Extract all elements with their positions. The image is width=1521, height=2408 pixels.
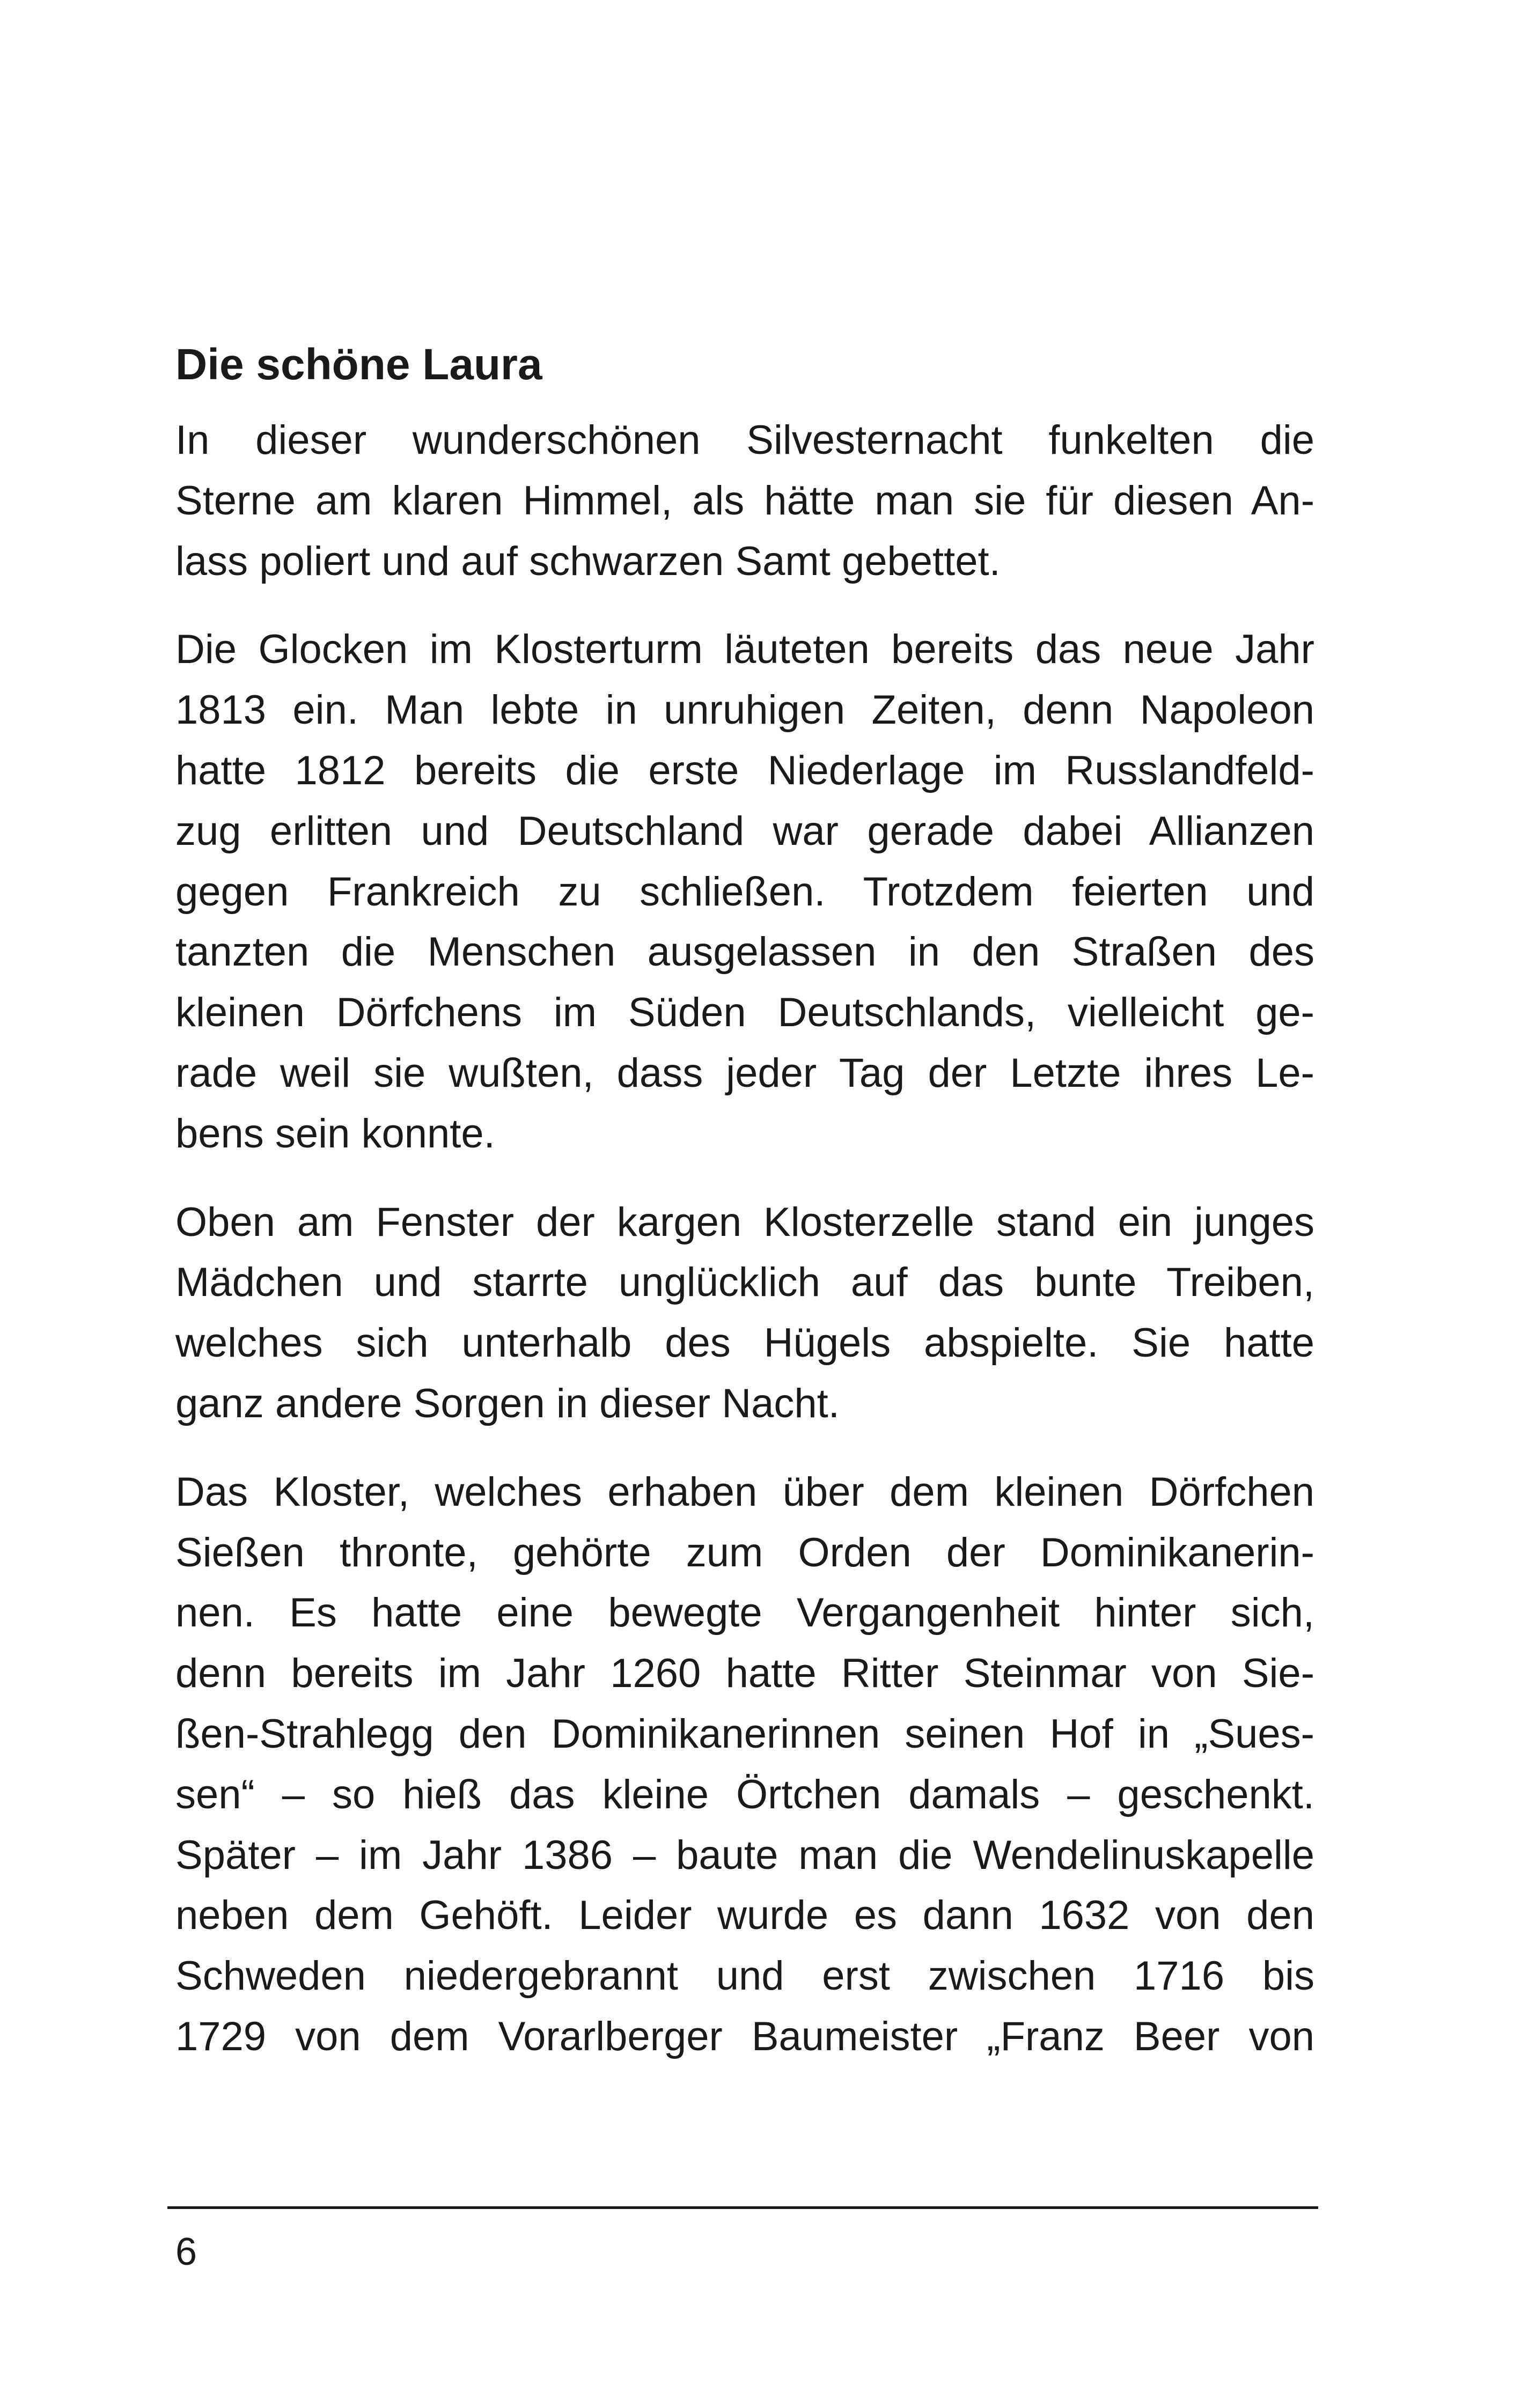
text-line: Das Kloster, welches erhaben über dem kleinen Dörfchen xyxy=(175,1469,1314,1515)
chapter-title: Die schöne Laura xyxy=(175,340,542,389)
text-line: lass poliert und auf schwarzen Samt gebettet. xyxy=(175,538,1001,584)
text-line: Oben am Fenster der kargen Klosterzelle stand ein junges xyxy=(175,1199,1314,1245)
page-number: 6 xyxy=(175,2230,197,2273)
text-line: rade weil sie wußten, dass jeder Tag der Letzte ihres Le- xyxy=(175,1050,1314,1096)
text-line: ßen-Strahlegg den Dominikanerinnen seinen Hof in „Sues- xyxy=(175,1711,1314,1757)
paragraph xyxy=(175,620,1314,1164)
paragraph xyxy=(175,410,1314,592)
text-line: Sießen thronte, gehörte zum Orden der Dominikanerin- xyxy=(175,1529,1314,1575)
text-line: Mädchen und starrte unglücklich auf das bunte Treiben, xyxy=(175,1260,1314,1306)
text-line: 1729 von dem Vorarlberger Baumeister „Franz Beer von xyxy=(175,2013,1314,2059)
text-line: tanzten die Menschen ausgelassen in den Straßen des xyxy=(175,929,1314,975)
text-line: Die Glocken im Klosterturm läuteten bereits das neue Jahr xyxy=(175,627,1314,673)
paragraph xyxy=(175,1462,1314,2067)
text-line: gegen Frankreich zu schließen. Trotzdem feierten und xyxy=(175,868,1314,915)
text-line: ganz andere Sorgen in dieser Nacht. xyxy=(175,1380,840,1426)
text-line: Schweden niedergebrannt und erst zwischen 1716 bis xyxy=(175,1953,1314,1999)
text-line: 1813 ein. Man lebte in unruhigen Zeiten, denn Napoleon xyxy=(175,687,1314,733)
text-line: nen. Es hatte eine bewegte Vergangenheit hinter sich, xyxy=(175,1590,1314,1636)
text-line: kleinen Dörfchens im Süden Deutschlands, vielleicht ge- xyxy=(175,990,1314,1036)
paragraph xyxy=(175,1192,1314,1434)
text-line: Sterne am klaren Himmel, als hätte man sie für diesen An- xyxy=(175,477,1314,524)
text-line: neben dem Gehöft. Leider wurde es dann 1632 von den xyxy=(175,1892,1314,1939)
page-body xyxy=(175,335,1314,2095)
text-line: welches sich unterhalb des Hügels abspielte. Sie hatte xyxy=(175,1320,1314,1366)
text-line: denn bereits im Jahr 1260 hatte Ritter Steinmar von Sie- xyxy=(175,1651,1314,1697)
footer-divider xyxy=(167,2206,1318,2209)
text-line: bens sein konnte. xyxy=(175,1110,495,1157)
text-line: zug erlitten und Deutschland war gerade dabei Allianzen xyxy=(175,808,1314,854)
text-line: hatte 1812 bereits die erste Niederlage im Russlandfeld- xyxy=(175,747,1314,793)
text-line: Später – im Jahr 1386 – baute man die Wendelinuskapelle xyxy=(175,1832,1314,1878)
text-line: sen“ – so hieß das kleine Örtchen damals – geschenkt. xyxy=(175,1771,1314,1817)
text-line: In dieser wunderschönen Silvesternacht funkelten die xyxy=(175,417,1314,463)
